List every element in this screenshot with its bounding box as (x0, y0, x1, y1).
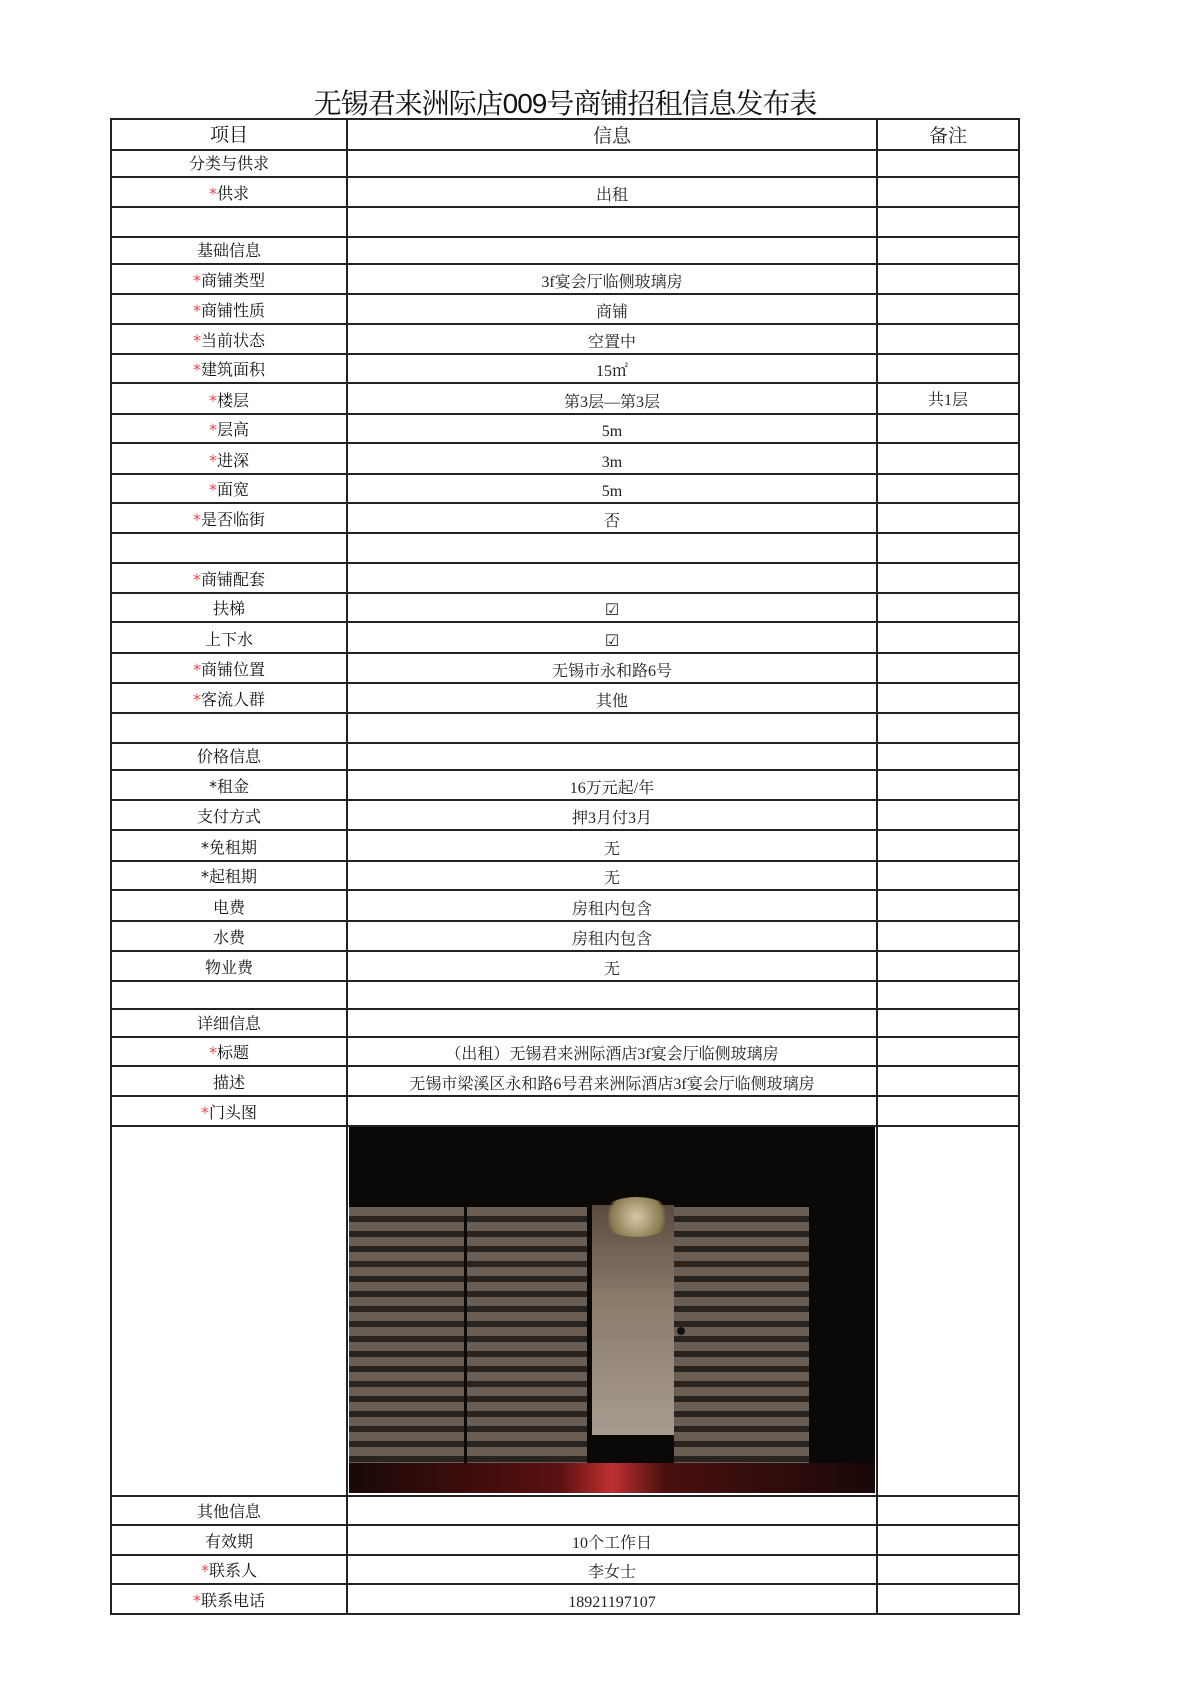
row-note (877, 1525, 1019, 1555)
row-note (877, 622, 1019, 653)
row-note (877, 743, 1019, 770)
table-row (111, 533, 1019, 563)
header-info: 信息 (347, 119, 877, 150)
row-label: 物业费 (204, 958, 253, 977)
row-label-cell (111, 503, 347, 533)
checkbox-cell: ☑ (347, 593, 877, 622)
table-header (111, 119, 1019, 150)
table-row (111, 622, 1019, 653)
row-value: 房租内包含 (347, 921, 877, 951)
row-label: 商铺类型 (200, 271, 265, 290)
row-label-cell (111, 563, 347, 593)
row-note (877, 563, 1019, 593)
table-row (111, 1584, 1019, 1614)
row-label: 支付方式 (196, 807, 261, 826)
row-label-cell (111, 324, 347, 354)
table-row (111, 890, 1019, 921)
table-row (111, 383, 1019, 414)
row-label-cell (111, 1525, 347, 1555)
required-asterisk: * (208, 451, 217, 470)
table-row (111, 921, 1019, 951)
row-label-cell (111, 861, 347, 890)
table-row (111, 861, 1019, 890)
row-note (877, 1066, 1019, 1096)
row-value: 其他 (347, 683, 877, 713)
row-label: 其他信息 (196, 1502, 261, 1521)
table-row (111, 770, 1019, 800)
required-asterisk: * (200, 1561, 209, 1580)
row-label: 商铺位置 (200, 660, 265, 679)
row-note (877, 1126, 1019, 1496)
table-row (111, 743, 1019, 770)
row-label-cell (111, 890, 347, 921)
row-value (347, 743, 877, 770)
row-label: 商铺性质 (200, 301, 265, 320)
required-asterisk: * (192, 360, 201, 379)
row-note: 共1层 (877, 383, 1019, 414)
required-asterisk: * (208, 391, 217, 410)
row-label-cell (111, 1096, 347, 1126)
required-asterisk: * (192, 690, 201, 709)
table-row (111, 1555, 1019, 1584)
row-value: 空置中 (347, 324, 877, 354)
row-label: 详细信息 (196, 1014, 261, 1033)
row-note (877, 861, 1019, 890)
row-value (347, 1009, 877, 1037)
row-note (877, 921, 1019, 951)
row-label-cell (111, 1066, 347, 1096)
row-label: 描述 (212, 1073, 245, 1092)
row-value (347, 563, 877, 593)
table-row (111, 951, 1019, 981)
row-note (877, 414, 1019, 443)
table-row (111, 237, 1019, 264)
row-value: 无 (347, 861, 877, 890)
table-row (111, 653, 1019, 683)
required-asterisk: * (208, 420, 217, 439)
row-value: 18921197107 (347, 1584, 877, 1614)
row-value (347, 1496, 877, 1525)
table-row (111, 1096, 1019, 1126)
row-label: 基础信息 (196, 241, 261, 260)
row-note (877, 237, 1019, 264)
table-row (111, 830, 1019, 861)
row-label-cell (111, 770, 347, 800)
table-row (111, 981, 1019, 1009)
required-asterisk: * (192, 331, 201, 350)
required-asterisk: * (192, 660, 201, 679)
row-label-cell (111, 683, 347, 713)
row-note (877, 1009, 1019, 1037)
row-label-cell (111, 713, 347, 743)
row-label: 扶梯 (212, 599, 245, 618)
required-asterisk: * (192, 510, 201, 529)
row-note (877, 177, 1019, 207)
row-note (877, 951, 1019, 981)
table-row (111, 1066, 1019, 1096)
row-note (877, 150, 1019, 177)
row-label: 是否临街 (200, 510, 265, 529)
row-value (347, 1096, 877, 1126)
row-value: 15㎡ (347, 354, 877, 383)
table-row (111, 443, 1019, 474)
table-row (111, 1009, 1019, 1037)
table-row (111, 503, 1019, 533)
row-value: 无 (347, 830, 877, 861)
row-value: 商铺 (347, 294, 877, 324)
row-note (877, 443, 1019, 474)
row-label: 客流人群 (200, 690, 265, 709)
row-label-cell (111, 237, 347, 264)
header-note: 备注 (877, 119, 1019, 150)
row-label: 门头图 (208, 1103, 257, 1122)
row-note (877, 800, 1019, 830)
row-value: 3m (347, 443, 877, 474)
storefront-photo-cell (347, 1126, 877, 1496)
row-value: 第3层—第3层 (347, 383, 877, 414)
row-value: 无锡市梁溪区永和路6号君来洲际酒店3f宴会厅临侧玻璃房 (347, 1066, 877, 1096)
row-value: 出租 (347, 177, 877, 207)
table-row (111, 150, 1019, 177)
row-note (877, 1496, 1019, 1525)
row-value (347, 533, 877, 563)
row-value: 5m (347, 474, 877, 503)
row-label-cell (111, 354, 347, 383)
row-label: 面宽 (216, 480, 249, 499)
row-note (877, 1584, 1019, 1614)
checkbox-cell: ☑ (347, 622, 877, 653)
row-label-cell (111, 981, 347, 1009)
table-row (111, 414, 1019, 443)
required-asterisk: * (192, 1591, 201, 1610)
row-label-cell (111, 533, 347, 563)
row-note (877, 653, 1019, 683)
table-row (111, 593, 1019, 622)
row-note (877, 683, 1019, 713)
table-row (111, 1037, 1019, 1066)
row-label-cell (111, 622, 347, 653)
row-label-cell (111, 1009, 347, 1037)
row-note (877, 474, 1019, 503)
required-asterisk: * (192, 570, 201, 589)
row-label-cell (111, 383, 347, 414)
row-value (347, 713, 877, 743)
table-row (111, 1525, 1019, 1555)
table-row (111, 324, 1019, 354)
row-label-cell (111, 1037, 347, 1066)
row-label: *起租期 (200, 867, 257, 886)
table-row (111, 683, 1019, 713)
row-label-cell (111, 743, 347, 770)
row-note (877, 890, 1019, 921)
row-note (877, 264, 1019, 294)
row-label-cell (111, 264, 347, 294)
row-value: （出租）无锡君来洲际酒店3f宴会厅临侧玻璃房 (347, 1037, 877, 1066)
row-note (877, 713, 1019, 743)
row-label: 进深 (216, 451, 249, 470)
table-row (111, 177, 1019, 207)
row-note (877, 503, 1019, 533)
row-label-cell (111, 1555, 347, 1584)
row-note (877, 207, 1019, 237)
row-label: *租金 (208, 777, 249, 796)
row-value (347, 981, 877, 1009)
row-label-cell (111, 177, 347, 207)
row-note (877, 1037, 1019, 1066)
table-row (111, 1126, 1019, 1496)
row-label-cell (111, 593, 347, 622)
row-label: 价格信息 (196, 747, 261, 766)
row-value: 3f宴会厅临侧玻璃房 (347, 264, 877, 294)
row-note (877, 770, 1019, 800)
table-row (111, 354, 1019, 383)
table-row (111, 294, 1019, 324)
row-label: 水费 (212, 928, 245, 947)
storefront-photo (349, 1127, 875, 1493)
row-value: 无锡市永和路6号 (347, 653, 877, 683)
row-label: 标题 (216, 1043, 249, 1062)
required-asterisk: * (192, 301, 201, 320)
row-note (877, 354, 1019, 383)
page-title: 无锡君来洲际店009号商铺招租信息发布表 (313, 88, 817, 119)
required-asterisk: * (208, 480, 217, 499)
row-label: 楼层 (216, 391, 249, 410)
row-value (347, 237, 877, 264)
row-value: 房租内包含 (347, 890, 877, 921)
row-label: 层高 (216, 420, 249, 439)
table-row (111, 264, 1019, 294)
row-label-cell (111, 921, 347, 951)
row-label: 分类与供求 (188, 154, 269, 173)
row-label: 当前状态 (200, 331, 265, 350)
row-note (877, 830, 1019, 861)
required-asterisk: * (208, 1043, 217, 1062)
header-item: 项目 (111, 119, 347, 150)
table-row (111, 1496, 1019, 1525)
row-label-cell (111, 207, 347, 237)
row-value: 否 (347, 503, 877, 533)
row-note (877, 324, 1019, 354)
table-row (111, 563, 1019, 593)
row-label-cell (111, 414, 347, 443)
row-label-cell (111, 474, 347, 503)
row-note (877, 981, 1019, 1009)
row-label-cell (111, 830, 347, 861)
row-label: 建筑面积 (200, 360, 265, 379)
row-note (877, 533, 1019, 563)
row-value (347, 207, 877, 237)
row-label: 联系电话 (200, 1591, 265, 1610)
row-value (347, 150, 877, 177)
row-value: 李女士 (347, 1555, 877, 1584)
required-asterisk: * (208, 184, 217, 203)
row-note (877, 1096, 1019, 1126)
row-note (877, 593, 1019, 622)
table-row (111, 713, 1019, 743)
row-note (877, 1555, 1019, 1584)
required-asterisk: * (200, 1103, 209, 1122)
row-label-cell (111, 1126, 347, 1496)
row-note (877, 294, 1019, 324)
row-label: 商铺配套 (200, 570, 265, 589)
row-label-cell (111, 800, 347, 830)
row-label-cell (111, 150, 347, 177)
row-value: 押3月付3月 (347, 800, 877, 830)
table-row (111, 474, 1019, 503)
row-label-cell (111, 294, 347, 324)
row-label: *免租期 (200, 838, 257, 857)
row-label: 供求 (216, 184, 249, 203)
row-label: 电费 (212, 898, 245, 917)
row-value: 10个工作日 (347, 1525, 877, 1555)
table-row (111, 800, 1019, 830)
row-label-cell (111, 1496, 347, 1525)
row-label-cell (111, 1584, 347, 1614)
row-value: 5m (347, 414, 877, 443)
table-row (111, 207, 1019, 237)
row-label-cell (111, 653, 347, 683)
row-label-cell (111, 443, 347, 474)
row-label: 上下水 (204, 630, 253, 649)
row-label-cell (111, 951, 347, 981)
row-label: 有效期 (204, 1532, 253, 1551)
row-value: 无 (347, 951, 877, 981)
listing-table (110, 118, 1020, 1615)
row-label: 联系人 (208, 1561, 257, 1580)
required-asterisk: * (192, 271, 201, 290)
row-value: 16万元起/年 (347, 770, 877, 800)
